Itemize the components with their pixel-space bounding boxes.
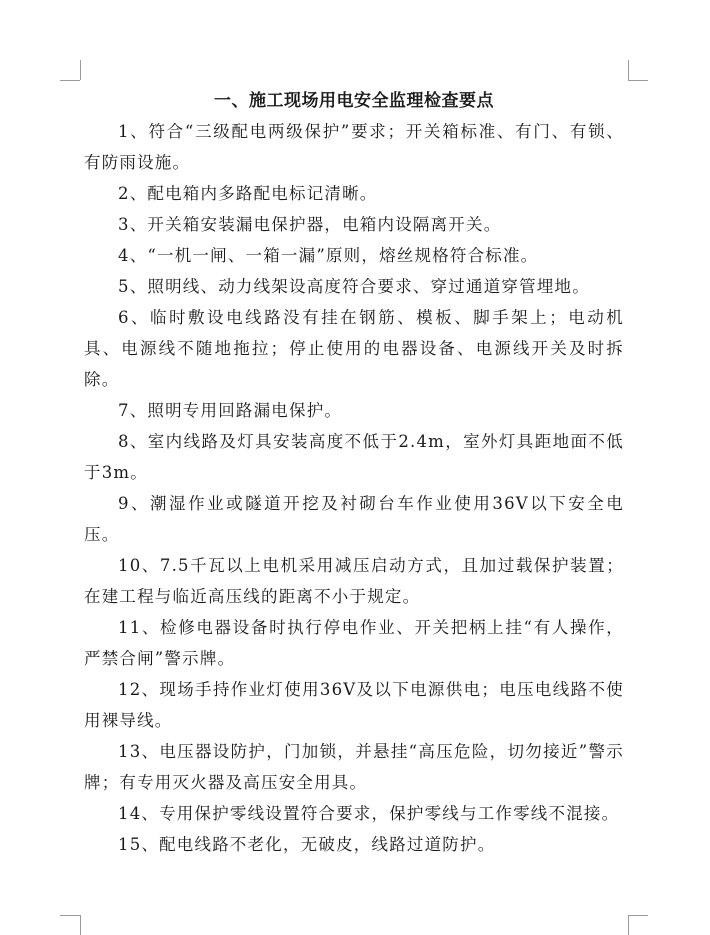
checklist-item-8: 8、室内线路及灯具安装高度不低于2.4m，室外灯具距地面不低于3m。 bbox=[84, 432, 624, 482]
crop-mark-bottom-right-v bbox=[628, 915, 629, 935]
checklist-item-7: 7、照明专用回路漏电保护。 bbox=[118, 401, 343, 420]
crop-mark-bottom-right-h bbox=[628, 915, 648, 916]
crop-mark-bottom-left-h bbox=[60, 915, 80, 916]
checklist-item-12: 12、现场手持作业灯使用36V及以下电源供电；电压电线路不使用裸导线。 bbox=[84, 680, 624, 730]
checklist-item-1: 1、符合“三级配电两级保护”要求；开关箱标准、有门、有锁、有防雨设施。 bbox=[84, 122, 624, 172]
checklist-item-15: 15、配电线路不老化，无破皮，线路过道防护。 bbox=[118, 835, 496, 854]
checklist-item-9: 9、潮湿作业或隧道开挖及衬砌台车作业使用36V以下安全电压。 bbox=[84, 494, 624, 544]
checklist-item-10: 10、7.5千瓦以上电机采用减压启动方式，且加过载保护装置；在建工程与临近高压线的距离不小于规定。 bbox=[84, 556, 624, 606]
document-title: 一、施工现场用电安全监理检查要点 bbox=[214, 91, 494, 111]
crop-mark-top-right-v bbox=[628, 60, 629, 80]
checklist-item-11: 11、检修电器设备时执行停电作业、开关把柄上挂“有人操作，严禁合闸”警示牌。 bbox=[84, 618, 624, 668]
crop-mark-top-right-h bbox=[628, 80, 648, 81]
document-body bbox=[84, 86, 624, 860]
checklist-item-2: 2、配电箱内多路配电标记清晰。 bbox=[118, 184, 378, 203]
crop-mark-top-left-v bbox=[80, 60, 81, 80]
crop-mark-bottom-left-v bbox=[80, 915, 81, 935]
checklist-item-5: 5、照明线、动力线架设高度符合要求、穿过通道穿管埋地。 bbox=[118, 277, 590, 296]
checklist-item-3: 3、开关箱安装漏电保护器，电箱内设隔离开关。 bbox=[118, 215, 502, 234]
checklist-item-6: 6、临时敷设电线路没有挂在钢筋、模板、脚手架上；电动机具、电源线不随地拖拉；停止使用的电器设备、电源线开关及时拆除。 bbox=[84, 308, 624, 389]
checklist-item-4: 4、“一机一闸、一箱一漏”原则，熔丝规格符合标准。 bbox=[118, 246, 539, 265]
checklist-item-13: 13、电压器设防护，门加锁，并悬挂“高压危险，切勿接近”警示牌；有专用灭火器及高压安全用具。 bbox=[84, 742, 624, 792]
checklist-item-14: 14、专用保护零线设置符合要求，保护零线与工作零线不混接。 bbox=[118, 804, 620, 823]
crop-mark-top-left-h bbox=[60, 80, 80, 81]
